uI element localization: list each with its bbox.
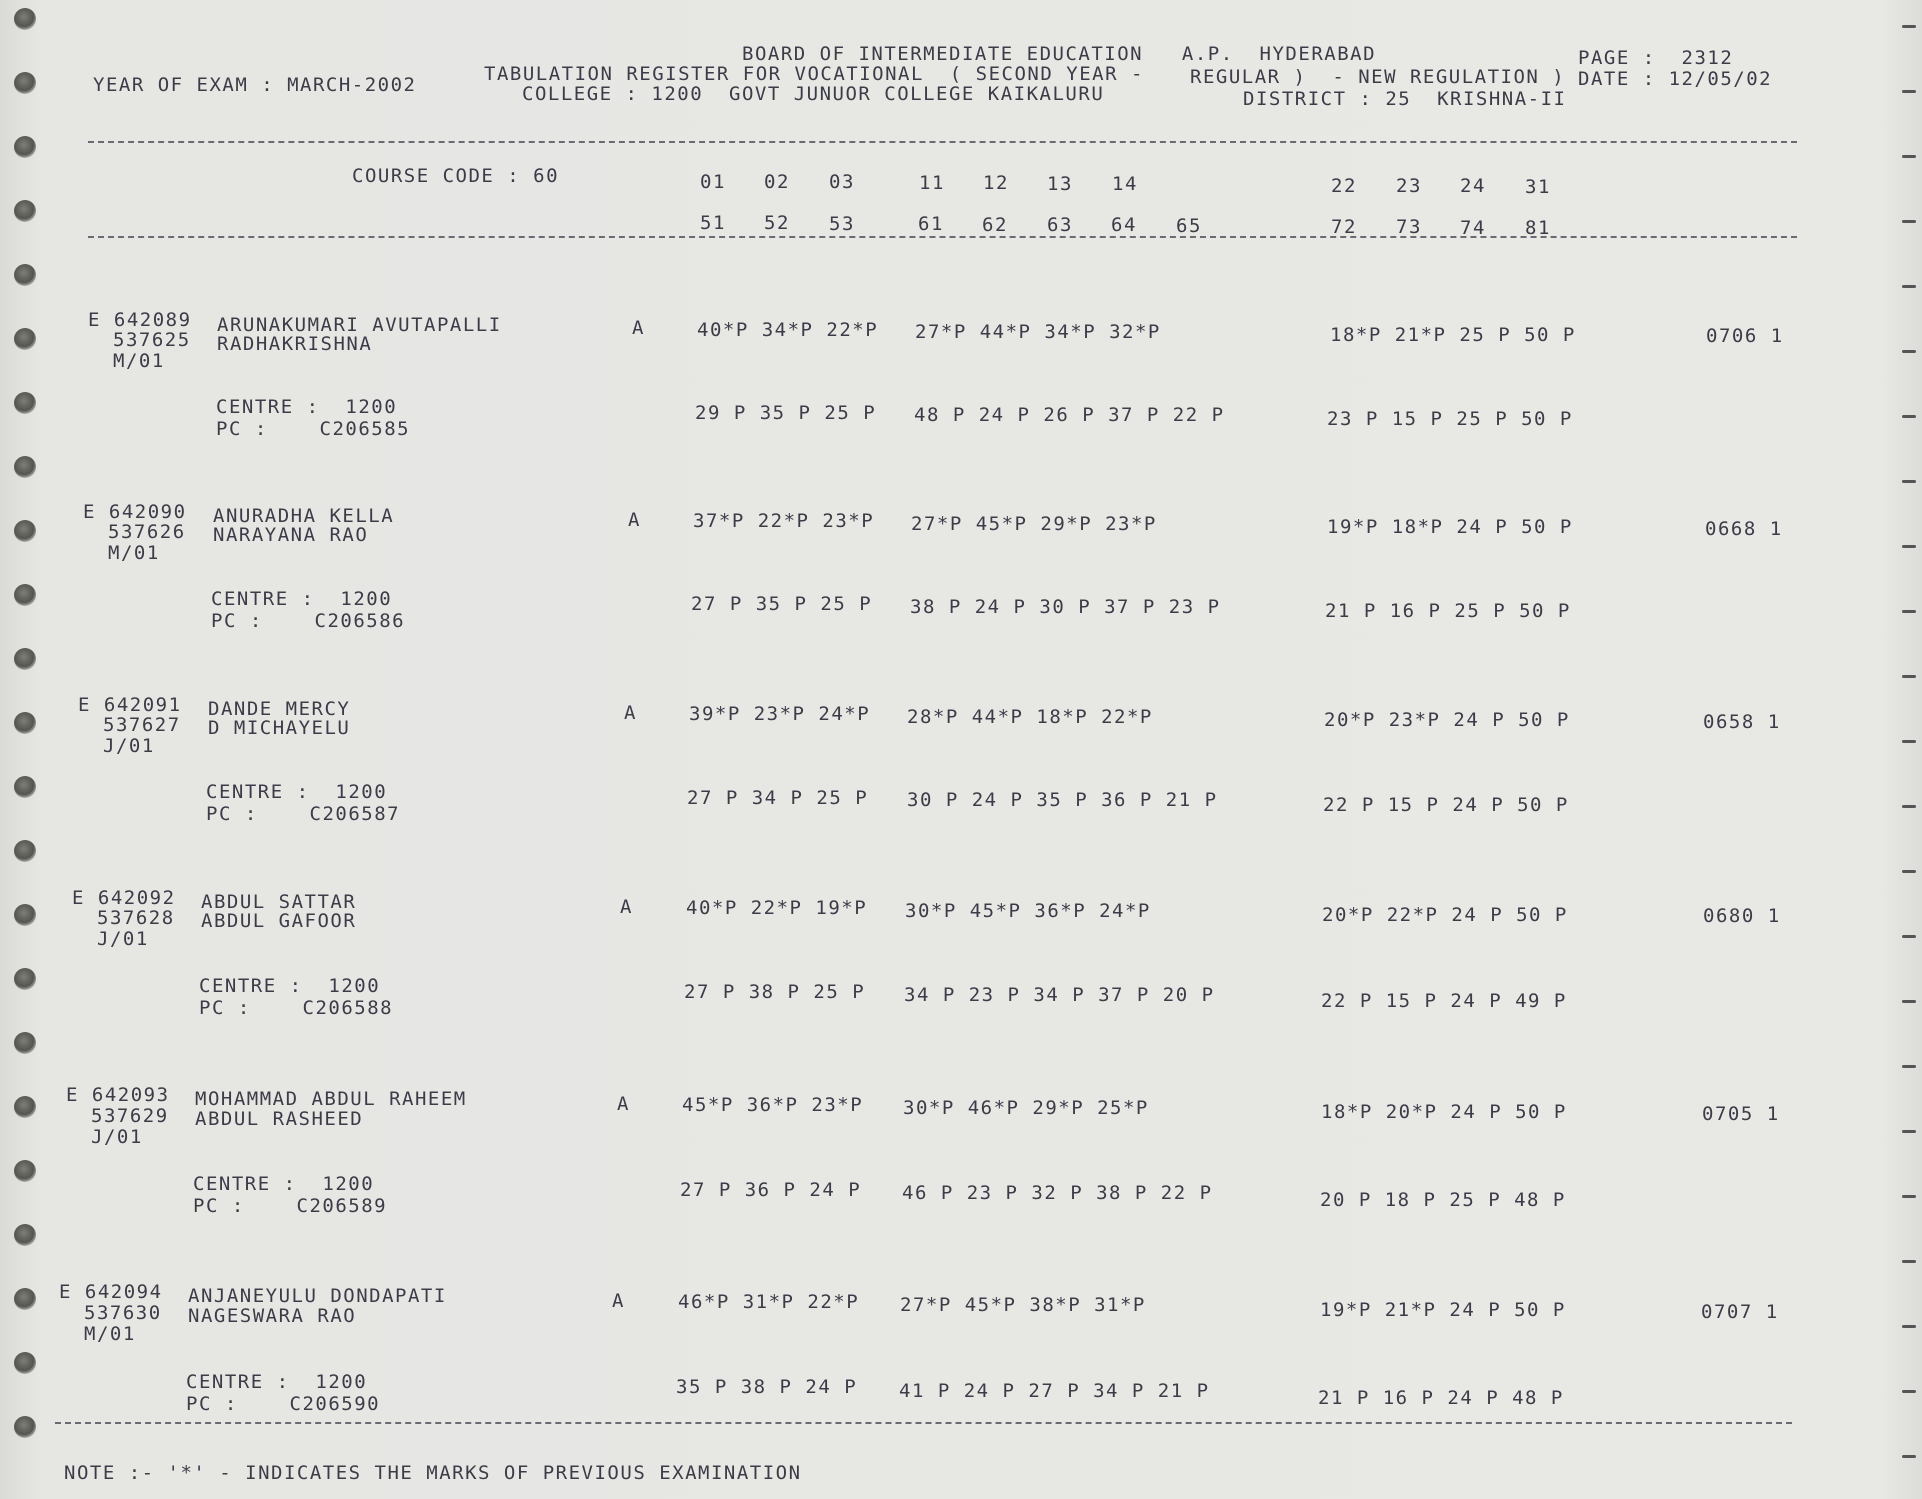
subject-code: 53 <box>829 213 855 235</box>
marks-second-year-b: 48 P 24 P 26 P 37 P 22 P <box>914 404 1225 426</box>
subject-code: 11 <box>919 172 945 194</box>
marks-second-year-c: 23 P 15 P 25 P 50 P <box>1327 408 1573 430</box>
marks-first-year-c: 19*P 21*P 24 P 50 P <box>1320 1299 1566 1321</box>
marks-first-year-a: 39*P 23*P 24*P <box>689 703 871 725</box>
sprocket-hole-icon <box>14 1032 36 1054</box>
register-title: TABULATION REGISTER FOR VOCATIONAL ( SECOND YEAR - <box>484 63 1144 85</box>
divider <box>55 1422 1792 1424</box>
subject-code: 63 <box>1047 214 1073 236</box>
perforation-tick <box>1902 1130 1916 1133</box>
total-marks: 0658 1 <box>1703 711 1781 733</box>
hall-ticket-number: E 642089 <box>88 309 192 331</box>
divider <box>88 236 1797 238</box>
sprocket-hole-icon <box>14 136 36 158</box>
student-name: ARUNAKUMARI AVUTAPALLI <box>217 314 502 336</box>
sprocket-hole-icon <box>14 584 36 606</box>
subject-code: 02 <box>764 171 790 193</box>
sprocket-hole-icon <box>14 1096 36 1118</box>
sprocket-hole-icon <box>14 328 36 350</box>
course-code: COURSE CODE : 60 <box>352 165 560 187</box>
student-name: ABDUL SATTAR <box>201 891 357 913</box>
perforation-tick <box>1902 1455 1916 1458</box>
pc-number: PC : C206589 <box>193 1195 388 1217</box>
marks-first-year-c: 20*P 22*P 24 P 50 P <box>1322 904 1568 926</box>
subject-code: 22 <box>1331 175 1357 197</box>
subject-code: 72 <box>1331 216 1357 238</box>
marks-second-year-c: 22 P 15 P 24 P 49 P <box>1321 990 1567 1012</box>
sprocket-hole-icon <box>14 1416 36 1438</box>
college-label: COLLEGE : 1200 GOVT JUNUOR COLLEGE KAIKALURU <box>522 83 1105 105</box>
pc-number: PC : C206587 <box>206 803 401 825</box>
subject-code: 61 <box>918 213 944 235</box>
category-code: J/01 <box>91 1126 143 1148</box>
page-number: PAGE : 2312 <box>1578 47 1734 69</box>
grade: A <box>620 896 633 918</box>
sprocket-hole-icon <box>14 904 36 926</box>
marks-second-year-c: 21 P 16 P 24 P 48 P <box>1318 1387 1564 1409</box>
perforation-tick <box>1902 1390 1916 1393</box>
marks-second-year-a: 35 P 38 P 24 P <box>676 1376 858 1398</box>
student-name: DANDE MERCY <box>208 698 351 720</box>
sprocket-hole-icon <box>14 264 36 286</box>
perforation-tick <box>1902 740 1916 743</box>
subject-code: 01 <box>700 171 726 193</box>
pc-number: PC : C206585 <box>216 418 411 440</box>
subject-code: 52 <box>764 212 790 234</box>
subject-code: 13 <box>1047 173 1073 195</box>
marks-second-year-c: 22 P 15 P 24 P 50 P <box>1323 794 1569 816</box>
subject-code: 31 <box>1525 176 1551 198</box>
pc-number: PC : C206586 <box>211 610 406 632</box>
grade: A <box>632 317 645 339</box>
grade: A <box>624 702 637 724</box>
grade: A <box>612 1290 625 1312</box>
subject-code: 62 <box>982 214 1008 236</box>
category-code: J/01 <box>97 928 149 950</box>
marks-first-year-b: 27*P 45*P 38*P 31*P <box>900 1294 1146 1316</box>
category-code: M/01 <box>84 1323 136 1345</box>
subject-code: 24 <box>1460 175 1486 197</box>
perforation-tick <box>1902 155 1916 158</box>
centre-code: CENTRE : 1200 <box>211 588 393 610</box>
centre-code: CENTRE : 1200 <box>216 396 398 418</box>
pc-number: PC : C206590 <box>186 1393 381 1415</box>
perforation-tick <box>1902 415 1916 418</box>
footnote: NOTE :- '*' - INDICATES THE MARKS OF PREVIOUS EXAMINATION <box>64 1462 802 1484</box>
perforation-tick <box>1902 1000 1916 1003</box>
hall-ticket-number: E 642094 <box>59 1281 163 1303</box>
marks-second-year-b: 46 P 23 P 32 P 38 P 22 P <box>902 1182 1213 1204</box>
marks-second-year-c: 20 P 18 P 25 P 48 P <box>1320 1189 1566 1211</box>
subject-code: 81 <box>1525 217 1551 239</box>
sprocket-hole-icon <box>14 456 36 478</box>
subject-code: 64 <box>1111 214 1137 236</box>
roll-number: 537625 <box>113 329 191 351</box>
hall-ticket-number: E 642092 <box>72 887 176 909</box>
category-code: M/01 <box>108 542 160 564</box>
pc-number: PC : C206588 <box>199 997 394 1019</box>
marks-first-year-b: 27*P 45*P 29*P 23*P <box>911 513 1157 535</box>
subject-code: 12 <box>983 172 1009 194</box>
category-code: M/01 <box>113 350 165 372</box>
perforation-tick <box>1902 1195 1916 1198</box>
grade: A <box>628 509 641 531</box>
sprocket-hole-icon <box>14 968 36 990</box>
print-date: DATE : 12/05/02 <box>1578 68 1773 90</box>
subject-code: 74 <box>1460 217 1486 239</box>
sprocket-hole-icon <box>14 712 36 734</box>
subject-code: 23 <box>1396 175 1422 197</box>
marks-first-year-b: 28*P 44*P 18*P 22*P <box>907 706 1153 728</box>
marks-second-year-b: 34 P 23 P 34 P 37 P 20 P <box>904 984 1215 1006</box>
perforation-tick <box>1902 610 1916 613</box>
sprocket-hole-icon <box>14 72 36 94</box>
marks-second-year-a: 27 P 35 P 25 P <box>691 593 873 615</box>
hall-ticket-number: E 642091 <box>78 694 182 716</box>
grade: A <box>617 1093 630 1115</box>
total-marks: 0706 1 <box>1706 325 1784 347</box>
marks-first-year-a: 40*P 22*P 19*P <box>686 897 868 919</box>
marks-second-year-a: 27 P 38 P 25 P <box>684 981 866 1003</box>
roll-number: 537628 <box>97 907 175 929</box>
perforation-tick <box>1902 1065 1916 1068</box>
marks-first-year-c: 18*P 21*P 25 P 50 P <box>1330 324 1576 346</box>
perforation-tick <box>1902 350 1916 353</box>
category-code: J/01 <box>103 735 155 757</box>
marks-first-year-c: 18*P 20*P 24 P 50 P <box>1321 1101 1567 1123</box>
centre-code: CENTRE : 1200 <box>193 1173 375 1195</box>
marks-second-year-a: 29 P 35 P 25 P <box>695 402 877 424</box>
perforation-tick <box>1902 805 1916 808</box>
father-name: ABDUL GAFOOR <box>201 910 357 932</box>
perforation-tick <box>1902 1325 1916 1328</box>
sprocket-hole-icon <box>14 1288 36 1310</box>
marks-second-year-b: 30 P 24 P 35 P 36 P 21 P <box>907 789 1218 811</box>
subject-code: 73 <box>1396 216 1422 238</box>
marks-second-year-c: 21 P 16 P 25 P 50 P <box>1325 600 1571 622</box>
total-marks: 0680 1 <box>1703 905 1781 927</box>
marks-first-year-a: 37*P 22*P 23*P <box>693 510 875 532</box>
centre-code: CENTRE : 1200 <box>186 1371 368 1393</box>
roll-number: 537626 <box>108 521 186 543</box>
sprocket-hole-icon <box>14 1352 36 1374</box>
father-name: NAGESWARA RAO <box>188 1305 357 1327</box>
perforation-tick <box>1902 1260 1916 1263</box>
student-name: MOHAMMAD ABDUL RAHEEM <box>195 1088 467 1110</box>
perforation-tick <box>1902 870 1916 873</box>
year-of-exam: YEAR OF EXAM : MARCH-2002 <box>93 74 417 96</box>
marks-first-year-b: 30*P 46*P 29*P 25*P <box>903 1097 1149 1119</box>
roll-number: 537627 <box>103 714 181 736</box>
marks-second-year-a: 27 P 36 P 24 P <box>680 1179 862 1201</box>
father-name: RADHAKRISHNA <box>217 333 373 355</box>
marks-first-year-c: 19*P 18*P 24 P 50 P <box>1327 516 1573 538</box>
perforation-tick <box>1902 220 1916 223</box>
father-name: D MICHAYELU <box>208 717 351 739</box>
perforation-tick <box>1902 285 1916 288</box>
total-marks: 0668 1 <box>1705 518 1783 540</box>
subject-code: 14 <box>1112 173 1138 195</box>
regulation-label: REGULAR ) - NEW REGULATION ) <box>1190 66 1566 88</box>
hall-ticket-number: E 642090 <box>83 501 187 523</box>
marks-second-year-b: 41 P 24 P 27 P 34 P 21 P <box>899 1380 1210 1402</box>
perforation-tick <box>1902 935 1916 938</box>
sprocket-hole-icon <box>14 520 36 542</box>
sprocket-hole-icon <box>14 1224 36 1246</box>
sprocket-hole-icon <box>14 840 36 862</box>
father-name: ABDUL RASHEED <box>195 1108 364 1130</box>
marks-first-year-a: 46*P 31*P 22*P <box>678 1291 860 1313</box>
hall-ticket-number: E 642093 <box>66 1084 170 1106</box>
marks-first-year-c: 20*P 23*P 24 P 50 P <box>1324 709 1570 731</box>
sprocket-hole-icon <box>14 200 36 222</box>
sprocket-hole-icon <box>14 8 36 30</box>
marks-first-year-a: 40*P 34*P 22*P <box>697 319 879 341</box>
sprocket-hole-icon <box>14 392 36 414</box>
roll-number: 537629 <box>91 1105 169 1127</box>
sprocket-hole-icon <box>14 776 36 798</box>
father-name: NARAYANA RAO <box>213 524 369 546</box>
perforation-tick <box>1902 25 1916 28</box>
marks-second-year-a: 27 P 34 P 25 P <box>687 787 869 809</box>
roll-number: 537630 <box>84 1302 162 1324</box>
student-name: ANJANEYULU DONDAPATI <box>188 1285 447 1307</box>
perforation-tick <box>1902 545 1916 548</box>
district-label: DISTRICT : 25 KRISHNA-II <box>1243 88 1567 110</box>
centre-code: CENTRE : 1200 <box>199 975 381 997</box>
divider <box>88 141 1797 143</box>
total-marks: 0705 1 <box>1702 1103 1780 1125</box>
board-title: BOARD OF INTERMEDIATE EDUCATION A.P. HYDERABAD <box>742 43 1377 65</box>
total-marks: 0707 1 <box>1701 1301 1779 1323</box>
student-name: ANURADHA KELLA <box>213 505 395 527</box>
perforation-tick <box>1902 675 1916 678</box>
marks-second-year-b: 38 P 24 P 30 P 37 P 23 P <box>910 596 1221 618</box>
subject-code: 03 <box>829 171 855 193</box>
sprocket-hole-icon <box>14 1160 36 1182</box>
sprocket-hole-icon <box>14 648 36 670</box>
perforation-tick <box>1902 480 1916 483</box>
centre-code: CENTRE : 1200 <box>206 781 388 803</box>
subject-code: 51 <box>700 212 726 234</box>
marks-first-year-b: 30*P 45*P 36*P 24*P <box>905 900 1151 922</box>
subject-code: 65 <box>1176 215 1202 237</box>
marks-first-year-b: 27*P 44*P 34*P 32*P <box>915 321 1161 343</box>
perforation-tick <box>1902 90 1916 93</box>
marks-first-year-a: 45*P 36*P 23*P <box>682 1094 864 1116</box>
